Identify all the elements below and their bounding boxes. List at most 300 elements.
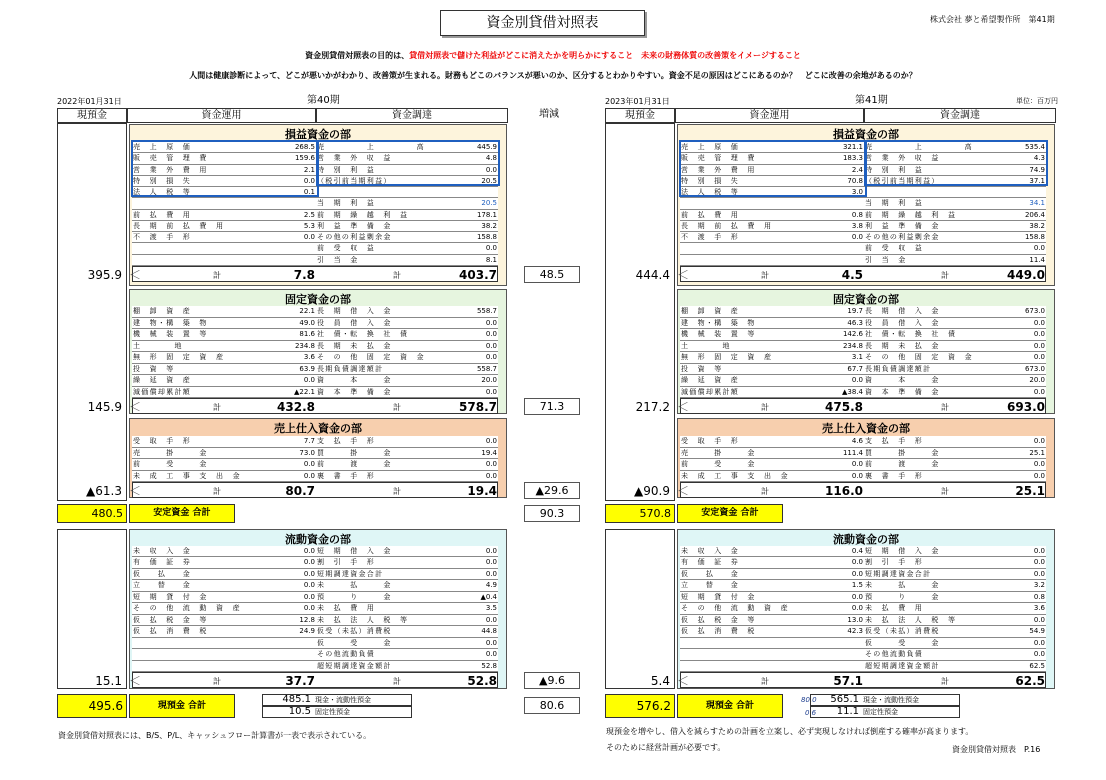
source-row — [316, 387, 498, 399]
use-total-label: 計 — [213, 271, 221, 280]
source-label: 短 期 借 入 金 — [865, 547, 940, 555]
source-label: 資 本 準 備 金 — [317, 387, 392, 396]
source-value: 20.5 — [481, 199, 497, 208]
use-row — [680, 306, 864, 318]
use-value: 42.3 — [847, 627, 863, 636]
use-label: 販 売 管 理 費 — [681, 154, 756, 163]
source-label: 支 払 手 形 — [865, 437, 924, 445]
source-value: 0.0 — [485, 353, 497, 361]
arrow-mark: ＜ — [677, 268, 690, 282]
use-label: 繰 延 資 産 — [681, 376, 740, 384]
use-row — [680, 329, 864, 341]
use-value: 2.1 — [303, 165, 315, 174]
source-label: 支 払 手 形 — [317, 437, 376, 445]
use-value: 12.8 — [299, 615, 315, 624]
source-total: 19.4 — [467, 484, 497, 498]
source-row — [864, 603, 1046, 614]
source-label: 仮受（未払）消費税 — [317, 627, 392, 636]
source-row — [316, 198, 498, 209]
use-label: そ の 他 流 動 資 産 — [681, 604, 789, 613]
section-cash: 395.9 — [87, 268, 122, 282]
use-value: 22.1 — [299, 307, 315, 315]
source-total-label: 計 — [941, 487, 949, 496]
source-value: 44.8 — [481, 627, 497, 636]
use-label: 法 人 税 等 — [681, 188, 740, 197]
section-cash: 444.4 — [635, 268, 670, 282]
use-row — [680, 210, 864, 221]
use-row — [680, 221, 864, 232]
source-value: 11.4 — [1029, 255, 1045, 264]
use-label: 短 期 貸 付 金 — [681, 592, 756, 601]
source-row — [316, 638, 498, 649]
use-label: 建 物・構 築 物 — [681, 318, 756, 327]
use-label: 法 人 税 等 — [133, 188, 192, 197]
source-row — [864, 198, 1046, 209]
diff-cashsum: 80.6 — [524, 697, 580, 714]
source-label: 預 り 金 — [865, 592, 940, 601]
cash-liquid-label: 現金・流動性預金 — [315, 696, 371, 704]
source-total-label: 計 — [941, 271, 949, 280]
use-value: 19.7 — [847, 307, 863, 315]
source-row — [316, 557, 498, 568]
use-label: 繰 延 資 産 — [133, 376, 192, 384]
source-label: 前 受 収 益 — [865, 244, 924, 253]
use-label: 立 替 金 — [133, 581, 192, 590]
use-label: 特 別 損 失 — [133, 176, 192, 185]
use-label: 減価償却累計額 — [681, 387, 740, 396]
source-value: 20.0 — [481, 376, 497, 384]
use-row — [680, 592, 864, 603]
source-label: 売 上 高 — [865, 143, 973, 151]
source-label: その他の利益剰余金 — [317, 233, 392, 242]
use-label: 土 地 — [681, 341, 731, 350]
cash-liquid-label: 現金・流動性預金 — [863, 696, 919, 704]
source-row — [864, 471, 1046, 483]
source-label: 預 り 金 — [317, 592, 392, 601]
use-row — [132, 626, 316, 637]
source-value: 4.8 — [485, 154, 497, 163]
source-label: 長 期 未 払 金 — [317, 341, 392, 350]
use-value: 183.3 — [842, 154, 863, 163]
source-value: 20.5 — [481, 176, 497, 185]
source-value: 0.0 — [1033, 547, 1045, 555]
source-total: 578.7 — [459, 400, 497, 414]
cash-pre-1: 80.0 — [801, 696, 817, 704]
section-title: 固定資金の部 — [285, 293, 351, 306]
source-row — [316, 603, 498, 614]
section-cash: ▲90.9 — [634, 484, 670, 498]
use-row — [132, 661, 316, 672]
use-total-label: 計 — [761, 677, 769, 686]
source-row — [864, 341, 1046, 353]
document-title: 資金別貸借対照表 — [440, 10, 645, 36]
source-label: 長期負債調達額計 — [317, 364, 384, 373]
use-label: 売 掛 金 — [133, 448, 208, 457]
use-label: 仮 払 税 金 等 — [681, 615, 756, 624]
section-cash: 5.4 — [650, 674, 670, 688]
use-label: 販 売 管 理 費 — [133, 154, 208, 163]
footer-note: 資金別貸借対照表には、B/S、P/L、キャッシュフロー計算書が一表で表示されている。 — [58, 731, 372, 740]
source-value: 0.0 — [1033, 387, 1045, 396]
use-total-label: 計 — [761, 271, 769, 280]
source-row — [316, 375, 498, 387]
use-label: 未 成 工 事 支 出 金 — [681, 471, 789, 480]
use-label: 未 収 入 金 — [133, 547, 192, 555]
source-row — [316, 221, 498, 232]
diff-sp: ▲29.6 — [524, 482, 580, 499]
use-value: ▲38.4 — [842, 387, 863, 396]
source-value: 74.9 — [1029, 165, 1045, 174]
source-row — [316, 341, 498, 353]
source-value: 38.2 — [481, 221, 497, 230]
use-value: 4.6 — [851, 437, 863, 445]
source-row — [864, 318, 1046, 330]
purpose-text: 資金別貸借対照表の目的は、 — [305, 51, 410, 60]
source-value: 0.0 — [485, 615, 497, 624]
section-title: 流動資金の部 — [833, 533, 899, 546]
source-value: 0.0 — [485, 547, 497, 555]
use-value: 321.1 — [842, 143, 863, 151]
use-value: 0.0 — [303, 233, 315, 242]
use-total-label: 計 — [761, 403, 769, 412]
source-label: 前 受 収 益 — [317, 244, 376, 253]
source-row — [864, 557, 1046, 568]
source-value: 52.8 — [481, 661, 497, 670]
description-line: 人間は健康診断によって、どこが悪いかがわかり、改善策が生まれる。財務もどこのバランスが悪いのか、区分するとわかりやすい。資金不足の原因はどこにあるのか？ どこに改善の余地があるのか？ — [189, 71, 917, 80]
use-row — [132, 546, 316, 557]
source-label: 特 別 利 益 — [865, 165, 924, 174]
source-value: 0.0 — [485, 569, 497, 578]
source-row — [864, 210, 1046, 221]
use-value: 234.8 — [842, 341, 863, 350]
use-label: 有 価 証 券 — [681, 558, 740, 567]
use-label: 不 渡 手 形 — [133, 233, 192, 242]
col-header-cash: 現預金 — [605, 108, 675, 123]
use-value: 0.0 — [851, 592, 863, 601]
section-cash: 217.2 — [635, 400, 670, 414]
use-row — [132, 306, 316, 318]
source-row — [864, 255, 1046, 266]
purpose-line — [0, 50, 1106, 61]
source-value: 0.0 — [485, 387, 497, 396]
use-label: 特 別 損 失 — [681, 176, 740, 185]
use-value: 159.6 — [294, 154, 315, 163]
source-total-label: 計 — [941, 677, 949, 686]
source-value: 158.8 — [476, 233, 497, 242]
use-value: 111.4 — [842, 448, 863, 457]
source-value: 0.0 — [485, 437, 497, 445]
source-value: 25.1 — [1029, 448, 1045, 457]
source-label: 買 掛 金 — [317, 448, 392, 457]
use-label: 棚 卸 資 産 — [133, 307, 192, 315]
use-label: 売 上 原 価 — [681, 143, 740, 151]
source-value: 0.0 — [485, 471, 497, 480]
source-value: 8.1 — [485, 255, 497, 264]
source-label: 前 渡 金 — [865, 460, 940, 468]
section-title: 売上仕入資金の部 — [274, 422, 362, 435]
use-total: 80.7 — [285, 484, 315, 498]
use-label: 棚 卸 資 産 — [681, 307, 740, 315]
source-label: その他流動負債 — [317, 650, 376, 659]
source-label: 仮 受 金 — [317, 638, 392, 647]
use-total: 7.8 — [293, 268, 315, 282]
use-total-label: 計 — [213, 487, 221, 496]
use-value: ▲22.1 — [294, 387, 315, 396]
source-label: 仮 受 金 — [865, 638, 940, 647]
source-row — [864, 387, 1046, 399]
diff-fx: 71.3 — [524, 398, 580, 415]
use-row — [680, 459, 864, 471]
source-label: 引 当 金 — [317, 255, 359, 264]
use-total: 37.7 — [285, 674, 315, 688]
use-row — [132, 210, 316, 221]
use-value: 81.6 — [299, 330, 315, 338]
period-date: 2023年01月31日 — [605, 97, 670, 106]
use-total: 4.5 — [841, 268, 863, 282]
source-row — [864, 243, 1046, 254]
highlight-box-use — [679, 140, 867, 197]
use-value: 0.0 — [851, 471, 863, 480]
source-label: 長 期 未 払 金 — [865, 341, 940, 350]
section-title: 損益資金の部 — [285, 128, 351, 141]
use-value: 0.4 — [851, 547, 863, 555]
use-row — [132, 436, 316, 448]
source-total: 449.0 — [1007, 268, 1045, 282]
stable-total-label: 安定資金 合計 — [129, 504, 235, 523]
use-value: 0.0 — [303, 569, 315, 578]
source-label: 役 員 借 入 金 — [317, 318, 392, 327]
use-value: 24.9 — [299, 627, 315, 636]
source-value: 0.0 — [1033, 558, 1045, 567]
use-value: 0.0 — [851, 569, 863, 578]
use-label: 前 払 費 用 — [133, 210, 192, 219]
source-value: 0.0 — [485, 165, 497, 174]
use-label: 不 渡 手 形 — [681, 233, 740, 242]
use-value: 0.0 — [851, 558, 863, 567]
cash-fixed-label: 固定性預金 — [863, 708, 898, 716]
source-value: 34.1 — [1029, 199, 1045, 208]
source-label: 前 期 繰 越 利 益 — [317, 210, 409, 219]
source-row — [316, 448, 498, 460]
use-value: 63.9 — [299, 364, 315, 373]
source-row — [316, 592, 498, 603]
col-header-cash: 現預金 — [57, 108, 127, 123]
use-value: 0.0 — [303, 471, 315, 480]
arrow-mark: ＜ — [677, 400, 690, 414]
use-total-label: 計 — [213, 677, 221, 686]
source-label: 役 員 借 入 金 — [865, 318, 940, 327]
diff-stable: 90.3 — [524, 505, 580, 522]
source-total: 25.1 — [1015, 484, 1045, 498]
use-value: 0.0 — [303, 460, 315, 468]
use-label: 売 上 原 価 — [133, 143, 192, 151]
source-label: 未 払 法 人 税 等 — [317, 615, 409, 624]
use-value: 2.5 — [303, 210, 315, 219]
use-label: 建 物・構 築 物 — [133, 318, 208, 327]
use-value: 3.8 — [851, 221, 863, 230]
source-total-label: 計 — [393, 271, 401, 280]
cash-sum-value: 495.6 — [57, 694, 127, 718]
use-row — [132, 638, 316, 649]
source-row — [864, 592, 1046, 603]
source-row — [864, 436, 1046, 448]
source-value: 4.9 — [485, 581, 497, 590]
use-label: 長 期 前 払 費 用 — [133, 221, 225, 230]
use-value: 268.5 — [294, 143, 315, 151]
source-label: 引 当 金 — [865, 255, 907, 264]
use-value: 0.8 — [851, 210, 863, 219]
source-row — [864, 569, 1046, 580]
use-row — [132, 592, 316, 603]
source-label: 裏 書 手 形 — [317, 471, 376, 480]
use-label: 短 期 貸 付 金 — [133, 592, 208, 601]
use-value: 7.7 — [303, 437, 315, 445]
use-label: 仮 払 金 — [681, 569, 740, 578]
use-row — [680, 448, 864, 460]
use-row — [132, 255, 316, 266]
use-row — [680, 661, 864, 672]
use-total-label: 計 — [213, 403, 221, 412]
use-label: 仮 払 消 費 税 — [681, 627, 756, 636]
source-total-label: 計 — [393, 403, 401, 412]
cash-sum-label: 現預金 合計 — [129, 694, 235, 718]
use-row — [132, 221, 316, 232]
source-row — [316, 318, 498, 330]
source-value: 558.7 — [476, 307, 497, 315]
source-row — [864, 649, 1046, 660]
source-value: 0.0 — [485, 318, 497, 327]
source-value: 158.8 — [1024, 233, 1045, 242]
source-value: 0.0 — [485, 558, 497, 567]
use-total: 57.1 — [833, 674, 863, 688]
use-label: 無 形 固 定 資 産 — [133, 353, 225, 361]
source-label: （税引前当期利益） — [865, 176, 940, 185]
col-header-diff: 増減 — [539, 109, 559, 120]
source-value: 0.0 — [1033, 460, 1045, 468]
source-value: 0.0 — [1033, 569, 1045, 578]
source-row — [864, 626, 1046, 637]
source-value: 0.0 — [1033, 318, 1045, 327]
source-row — [864, 615, 1046, 626]
use-row — [132, 557, 316, 568]
source-row — [864, 580, 1046, 591]
use-row — [680, 387, 864, 399]
source-value: ▲0.4 — [480, 592, 497, 601]
use-row — [132, 603, 316, 614]
source-total: 693.0 — [1007, 400, 1045, 414]
source-row — [864, 364, 1046, 376]
period-label: 第40期 — [307, 95, 340, 106]
source-value: 558.7 — [476, 364, 497, 373]
source-value: 673.0 — [1024, 364, 1045, 373]
source-row — [316, 364, 498, 376]
source-row — [316, 661, 498, 672]
source-row — [864, 638, 1046, 649]
section-cash: 15.1 — [95, 674, 122, 688]
use-row — [680, 569, 864, 580]
use-value: 13.0 — [847, 615, 863, 624]
source-label: 超短期調達資金額計 — [317, 661, 392, 670]
cash-pre-2: 0.6 — [805, 709, 817, 717]
period-label: 第41期 — [855, 95, 888, 106]
use-row — [680, 243, 864, 254]
source-value: 0.0 — [485, 650, 497, 659]
source-row — [864, 459, 1046, 471]
source-total: 52.8 — [467, 674, 497, 688]
highlight-box-use — [131, 140, 319, 197]
highlight-box-source — [316, 140, 500, 186]
source-row — [316, 546, 498, 557]
source-value: 20.0 — [1029, 376, 1045, 384]
use-label: そ の 他 流 動 資 産 — [133, 604, 241, 613]
use-value: 0.0 — [303, 176, 315, 185]
use-row — [132, 341, 316, 353]
use-row — [680, 649, 864, 660]
purpose-highlight-2: 未来の財務体質の改善策をイメージすること — [633, 51, 801, 60]
use-row — [132, 459, 316, 471]
col-header-source: 資金調達 — [864, 108, 1056, 123]
source-label: そ の 他 固 定 資 金 — [317, 353, 425, 361]
cash-liquid-value: 565.1 — [830, 694, 859, 705]
use-label: 受 取 手 形 — [681, 437, 740, 445]
arrow-mark: ＜ — [677, 484, 690, 498]
source-label: 仮受（未払）消費税 — [865, 627, 940, 636]
use-row — [680, 580, 864, 591]
source-value: 0.0 — [485, 460, 497, 468]
source-value: 0.0 — [1033, 638, 1045, 647]
source-label: 営 業 外 収 益 — [317, 154, 392, 163]
use-label: 機 械 装 置 等 — [681, 330, 756, 338]
source-label: 未 払 費 用 — [317, 604, 376, 613]
source-row — [864, 232, 1046, 243]
source-row — [316, 615, 498, 626]
use-row — [680, 557, 864, 568]
source-label: 売 上 高 — [317, 143, 425, 151]
use-label: 前 受 金 — [681, 460, 756, 468]
source-row — [864, 448, 1046, 460]
source-value: 62.5 — [1029, 661, 1045, 670]
use-label: 仮 払 金 — [133, 569, 192, 578]
use-row — [132, 232, 316, 243]
arrow-mark: ＜ — [677, 674, 690, 688]
use-value: 0.0 — [303, 547, 315, 555]
use-label: 仮 払 消 費 税 — [133, 627, 208, 636]
source-label: 短 期 借 入 金 — [317, 547, 392, 555]
col-header-source: 資金調達 — [316, 108, 508, 123]
use-label: 減価償却累計額 — [133, 387, 192, 396]
source-label: 超短期調達資金額計 — [865, 661, 940, 670]
source-label: 裏 書 手 形 — [865, 471, 924, 480]
use-row — [680, 232, 864, 243]
use-row — [680, 546, 864, 557]
cash-column-current — [57, 529, 127, 689]
source-row — [316, 210, 498, 221]
section-cash: ▲61.3 — [86, 484, 122, 498]
section-title: 流動資金の部 — [285, 533, 351, 546]
source-label: 未 払 費 用 — [865, 604, 924, 613]
stable-total-label: 安定資金 合計 — [677, 504, 783, 523]
period-date: 2022年01月31日 — [57, 97, 122, 106]
source-row — [316, 243, 498, 254]
source-row — [316, 329, 498, 341]
source-value: 3.6 — [1033, 604, 1045, 613]
use-value: 0.0 — [303, 558, 315, 567]
purpose-highlight: 貸借対照表で儲けた利益がどこに消えたかを明らかにすること — [409, 51, 634, 60]
source-value: 0.0 — [485, 244, 497, 253]
source-value: 178.1 — [476, 210, 497, 219]
use-row — [680, 318, 864, 330]
stable-total-value: 480.5 — [57, 504, 127, 523]
